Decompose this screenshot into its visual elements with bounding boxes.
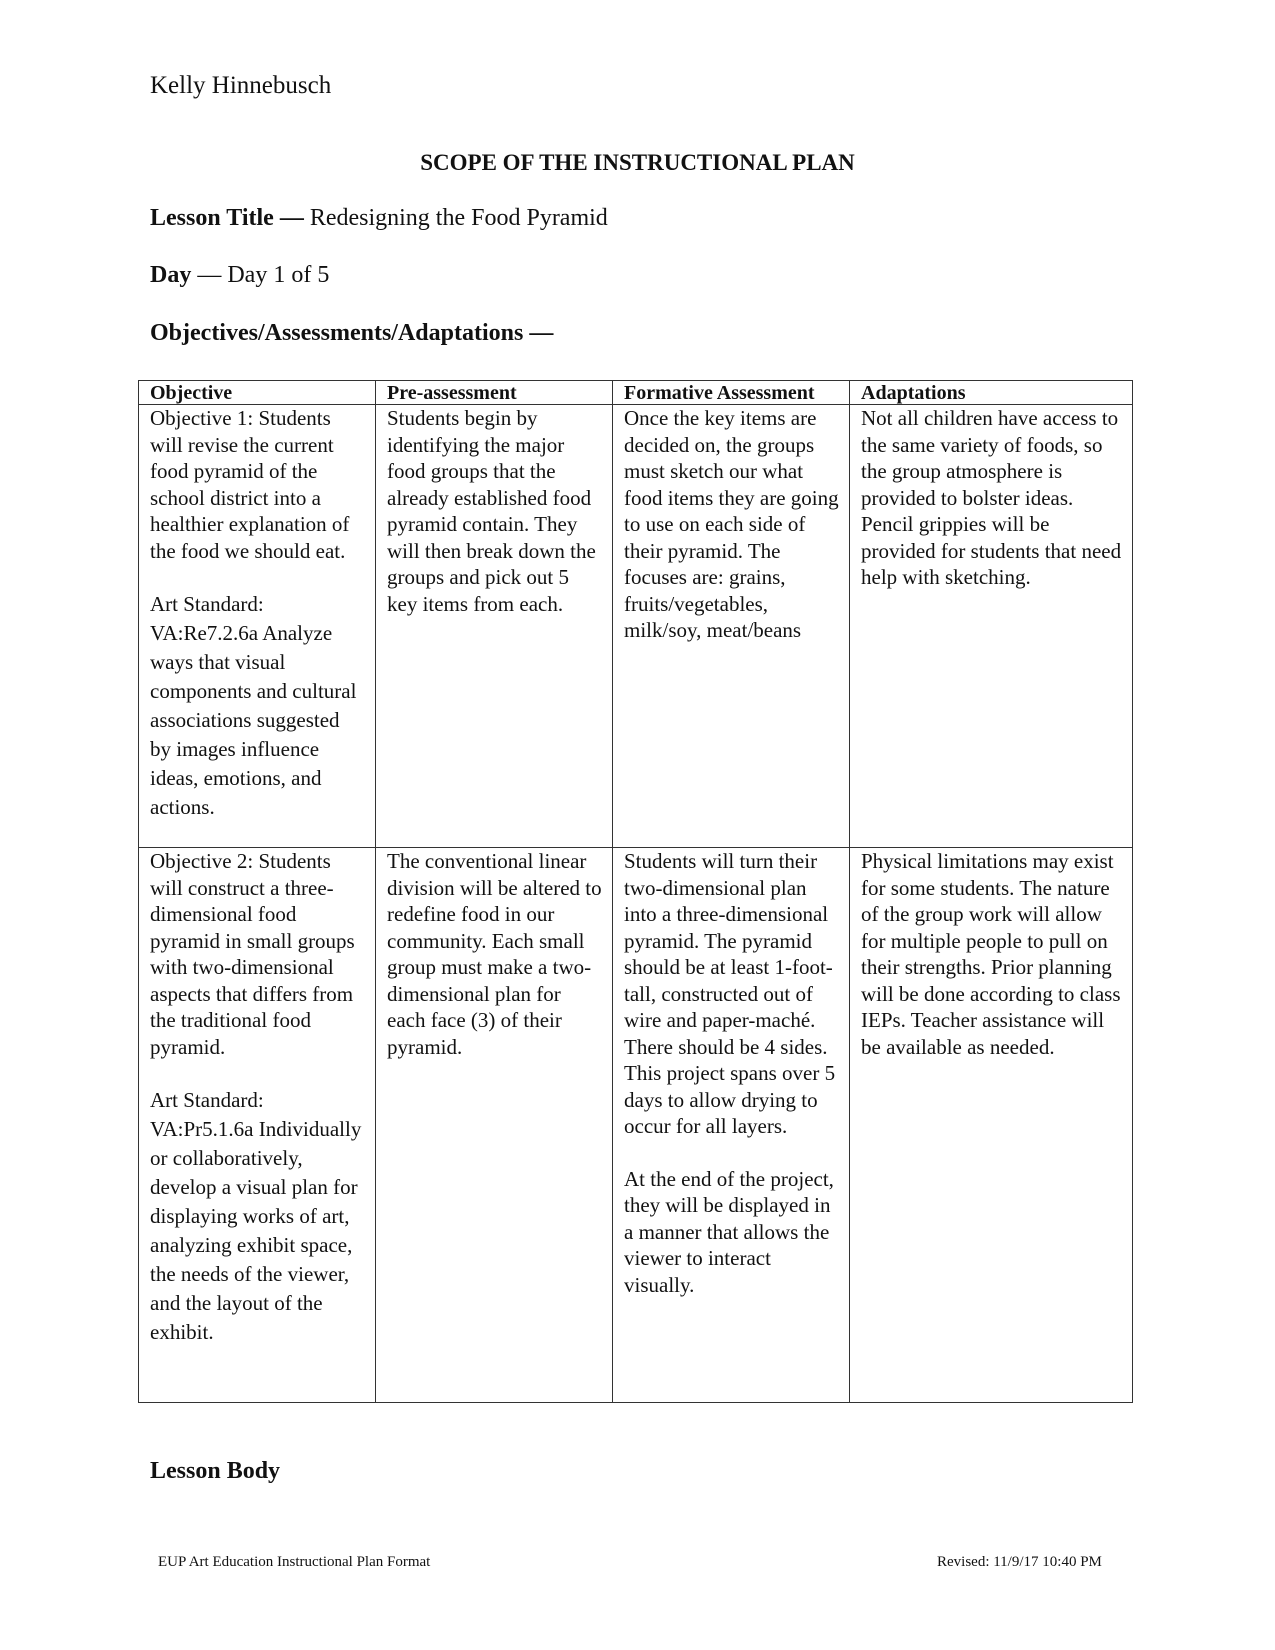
header-objective: Objective — [139, 381, 376, 405]
objective-cell — [139, 848, 376, 1403]
formative-text: Students will turn their two-dimensional plan into a three-dimensional pyramid. The pyramid should be at least 1-foot-tall, constructed out of wire and paper-maché. There should be 4 sides. This project spans over 5 days to allow drying to occur for all layers. — [624, 849, 836, 1138]
table-row — [139, 848, 1133, 1403]
art-standard-text: Art Standard: VA:Re7.2.6a Analyze ways that visual components and cultural associations suggested by images influence ideas, emotions, and actions. — [150, 592, 357, 819]
lesson-title-separator: — — [273, 205, 310, 231]
adaptations-cell — [850, 848, 1133, 1403]
formative-text: Once the key items are decided on, the groups must sketch our what food items they are going to use on each side of their pyramid. The focuses are: grains, fruits/vegetables, milk/soy, meat/beans — [624, 406, 839, 642]
day-line — [150, 262, 329, 289]
objective-cell — [139, 405, 376, 848]
pre-assessment-cell — [376, 405, 613, 848]
table-row — [139, 405, 1133, 848]
pre-assessment-cell — [376, 848, 613, 1403]
objectives-heading: Objectives/Assessments/Adaptations — — [150, 320, 554, 346]
adaptations-text: Physical limitations may exist for some students. The nature of the group work will allow for multiple people to pull on their strengths. Prior planning will be done according to class IEPs. Teacher assistance will be available as needed. — [861, 849, 1121, 1059]
formative-extra-text: At the end of the project, they will be displayed in a manner that allows the viewer to interact visually. — [624, 1166, 834, 1297]
footer-right: Revised: 11/9/17 10:40 PM — [937, 1554, 1102, 1570]
day-value: Day 1 of 5 — [227, 262, 330, 288]
art-standard-text: Art Standard: VA:Pr5.1.6a Individually or collaboratively, develop a visual plan for displaying works of art, analyzing exhibit space, the needs of the viewer, and the layout of the exhibit. — [150, 1088, 362, 1344]
lesson-title-line — [150, 205, 608, 232]
adaptations-cell — [850, 405, 1133, 848]
header-formative-assessment: Formative Assessment — [613, 381, 850, 405]
document-title: SCOPE OF THE INSTRUCTIONAL PLAN — [420, 150, 855, 175]
objectives-table — [138, 380, 1133, 1403]
objective-text: Objective 1: Students will revise the current food pyramid of the school district into a healthier explanation of the food we should eat. — [150, 406, 350, 563]
lesson-body-heading: Lesson Body — [150, 1458, 281, 1484]
objective-text: Objective 2: Students will construct a three-dimensional food pyramid in small groups with two-dimensional aspects that differs from the traditional food pyramid. — [150, 849, 355, 1059]
formative-cell — [613, 848, 850, 1403]
table-header-row — [139, 381, 1133, 405]
lesson-title-value: Redesigning the Food Pyramid — [309, 205, 608, 231]
header-adaptations: Adaptations — [850, 381, 1133, 405]
day-separator: — — [191, 262, 228, 288]
pre-assessment-text: Students begin by identifying the major food groups that the already established food pyramid contain. They will then break down the groups and pick out 5 key items from each. — [387, 406, 596, 616]
header-pre-assessment: Pre-assessment — [376, 381, 613, 405]
pre-assessment-text: The conventional linear division will be altered to redefine food in our community. Each small group must make a two-dimensional plan for each face (3) of their pyramid. — [387, 849, 602, 1059]
day-label: Day — [150, 262, 192, 288]
footer-left: EUP Art Education Instructional Plan Format — [158, 1554, 431, 1570]
lesson-title-label: Lesson Title — [150, 205, 274, 231]
author-name: Kelly Hinnebusch — [150, 72, 332, 99]
formative-cell — [613, 405, 850, 848]
adaptations-text: Not all children have access to the same variety of foods, so the group atmosphere is provided to bolster ideas. Pencil grippies will be provided for students that need help with sketching. — [861, 406, 1122, 589]
